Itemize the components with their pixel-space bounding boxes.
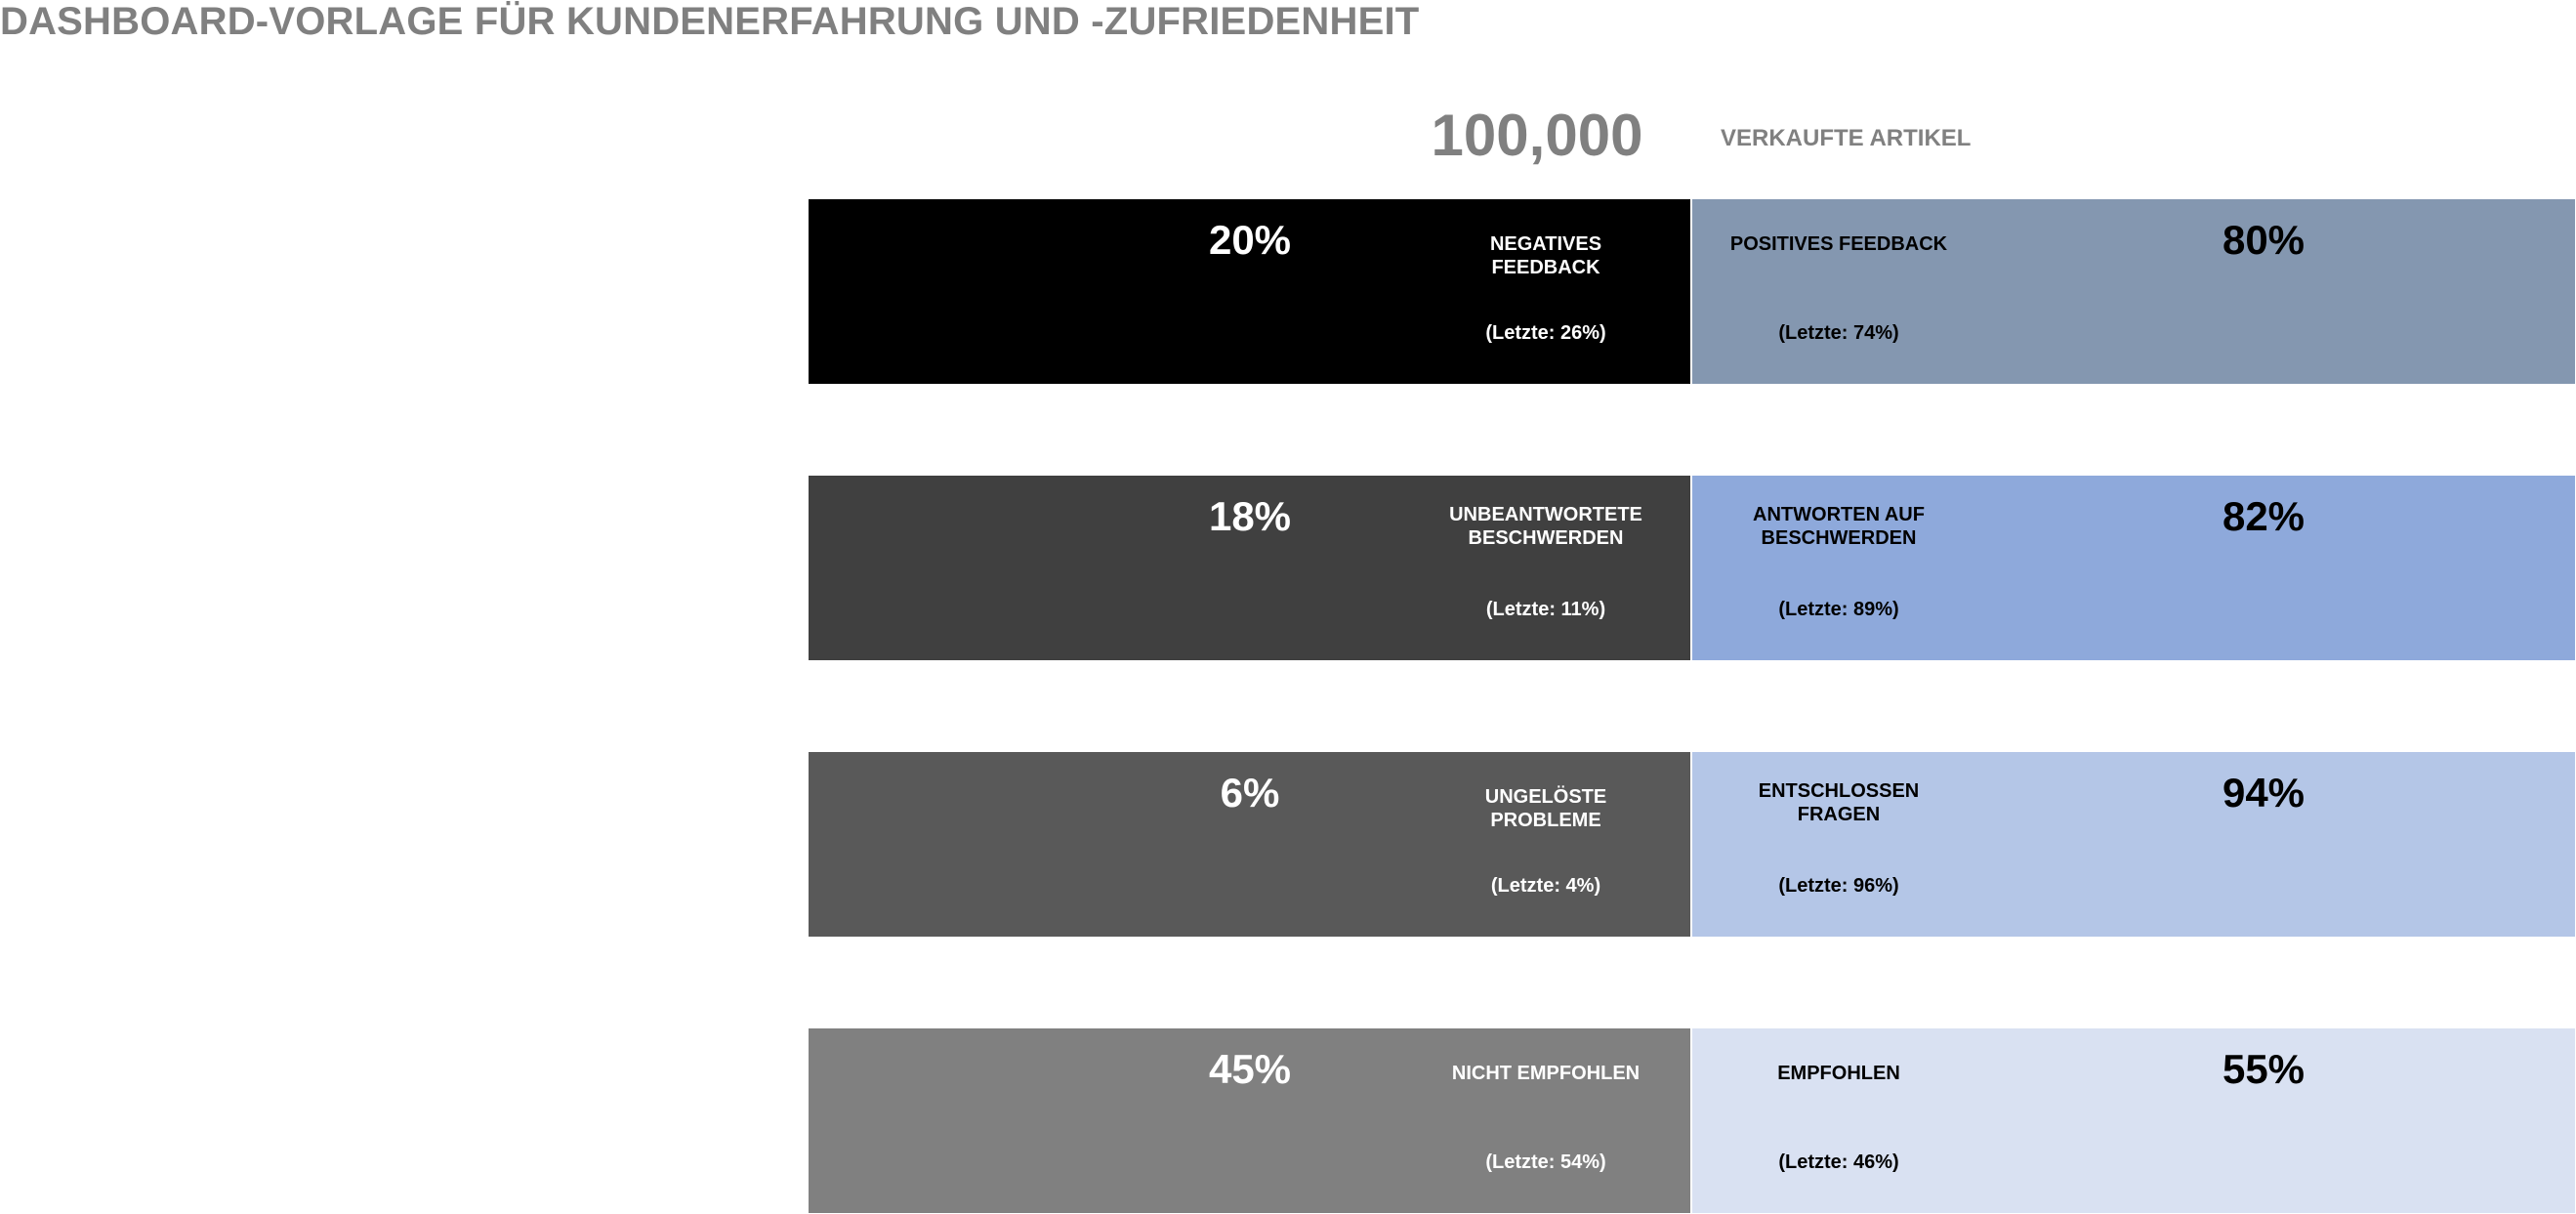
unresolved-issues-label: UNGELÖSTE PROBLEME bbox=[1484, 786, 1607, 831]
recommended-previous: (Letzte: 46%) bbox=[1778, 1151, 1899, 1173]
unresolved-issues-previous: (Letzte: 4%) bbox=[1490, 875, 1601, 897]
not-recommended-percent: 45% bbox=[1208, 1046, 1292, 1092]
answered-complaints-cell bbox=[1692, 476, 2575, 660]
negative-feedback-previous: (Letzte: 26%) bbox=[1485, 322, 1606, 344]
answered-complaints-label: ANTWORTEN AUF BESCHWERDEN bbox=[1753, 504, 1925, 549]
metric-row-feedback bbox=[809, 199, 2575, 384]
recommended-label: EMPFOHLEN bbox=[1777, 1063, 1900, 1084]
positive-feedback-percent: 80% bbox=[2222, 217, 2306, 263]
positive-feedback-cell bbox=[1692, 199, 2575, 384]
positive-feedback-label: POSITIVES FEEDBACK bbox=[1729, 233, 1948, 255]
answered-complaints-previous: (Letzte: 89%) bbox=[1778, 599, 1899, 620]
not-recommended-cell bbox=[809, 1028, 1690, 1213]
items-sold-label: VERKAUFTE ARTIKEL bbox=[1721, 125, 1972, 151]
positive-feedback-previous: (Letzte: 74%) bbox=[1778, 322, 1899, 344]
recommended-cell bbox=[1692, 1028, 2575, 1213]
unanswered-complaints-previous: (Letzte: 11%) bbox=[1485, 599, 1606, 620]
unresolved-issues-percent: 6% bbox=[1220, 770, 1280, 816]
negative-feedback-label: NEGATIVES FEEDBACK bbox=[1489, 233, 1602, 278]
resolved-issues-label: ENTSCHLOSSEN FRAGEN bbox=[1758, 780, 1920, 825]
recommended-percent: 55% bbox=[2222, 1046, 2306, 1092]
unanswered-complaints-percent: 18% bbox=[1208, 493, 1292, 539]
unanswered-complaints-cell bbox=[809, 476, 1690, 660]
metric-row-issues bbox=[809, 752, 2575, 937]
answered-complaints-percent: 82% bbox=[2222, 493, 2306, 539]
resolved-issues-previous: (Letzte: 96%) bbox=[1778, 875, 1899, 897]
unanswered-complaints-label: UNBEANTWORTETE BESCHWERDEN bbox=[1449, 504, 1642, 549]
metric-row-recommendation bbox=[809, 1028, 2575, 1213]
resolved-issues-percent: 94% bbox=[2222, 770, 2306, 816]
page-title: DASHBOARD-VORLAGE FÜR KUNDENERFAHRUNG UND -ZUFRIEDENHEIT bbox=[0, 0, 1420, 43]
items-sold-value: 100,000 bbox=[1431, 103, 1643, 168]
negative-feedback-cell bbox=[809, 199, 1690, 384]
negative-feedback-percent: 20% bbox=[1208, 217, 1292, 263]
not-recommended-previous: (Letzte: 54%) bbox=[1485, 1151, 1606, 1173]
resolved-issues-cell bbox=[1692, 752, 2575, 937]
not-recommended-label: NICHT EMPFOHLEN bbox=[1451, 1063, 1641, 1084]
unresolved-issues-cell bbox=[809, 752, 1690, 937]
metric-row-complaints bbox=[809, 476, 2575, 660]
